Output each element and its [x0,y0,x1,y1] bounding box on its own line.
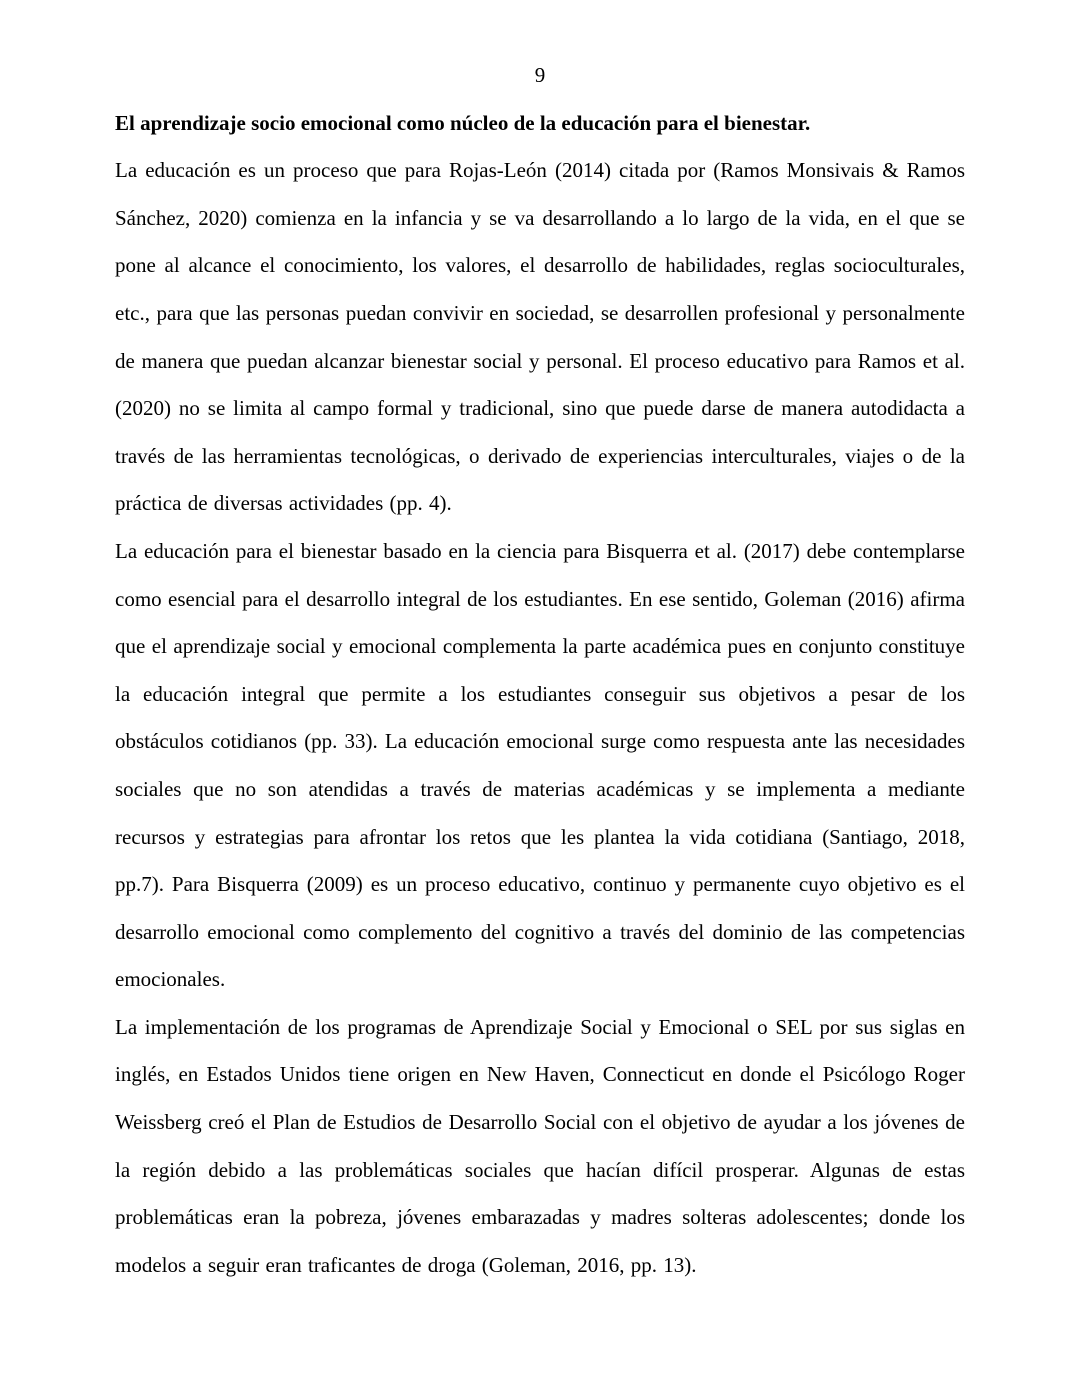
section-heading: El aprendizaje socio emocional como núcleo de la educación para el bienestar. [115,110,811,135]
paragraph-3: La implementación de los programas de Aprendizaje Social y Emocional o SEL por sus siglas en inglés, en Estados Unidos tiene origen en New Haven, Connecticut en donde el Psicólogo Roger Weissberg creó el Plan de Estudios de Desarrollo Social con el objetivo de ayudar a los jóvenes de la región debido a las problemáticas sociales que hacían difícil prosperar. Algunas de estas problemáticas eran la pobreza, jóvenes embarazadas y madres solteras adolescentes; donde los modelos a seguir eran traficantes de droga (Goleman, 2016, pp. 13). [115,1014,965,1277]
paragraph-1: La educación es un proceso que para Rojas-León (2014) citada por (Ramos Monsivais & Ramos Sánchez, 2020) comienza en la infancia y se va desarrollando a lo largo de la vida, en el que se pone al alcance el conocimiento, los valores, el desarrollo de habilidades, reglas socioculturales, etc., para que las personas puedan convivir en sociedad, se desarrollen profesional y personalmente de manera que puedan alcanzar bienestar social y personal. El proceso educativo para Ramos et al. (2020) no se limita al campo formal y tradicional, sino que puede darse de manera autodidacta a través de las herramientas tecnológicas, o derivado de experiencias interculturales, viajes o de la práctica de diversas actividades (pp. 4). [115,158,965,516]
page-number: 9 [534,63,546,87]
paragraph-2: La educación para el bienestar basado en la ciencia para Bisquerra et al. (2017) debe contemplarse como esencial para el desarrollo integral de los estudiantes. En ese sentido, Goleman (2016) afirma que el aprendizaje social y emocional complementa la parte académica pues en conjunto constituye la educación integral que permite a los estudiantes conseguir sus objetivos a pesar de los obstáculos cotidianos (pp. 33). La educación emocional surge como respuesta ante las necesidades sociales que no son atendidas a través de materias académicas y se implementa a mediante recursos y estrategias para afrontar los retos que les plantea la vida cotidiana (Santiago, 2018, pp.7). Para Bisquerra (2009) es un proceso educativo, continuo y permanente cuyo objetivo es el desarrollo emocional como complemento del cognitivo a través del dominio de las competencias emocionales. [115,538,965,992]
